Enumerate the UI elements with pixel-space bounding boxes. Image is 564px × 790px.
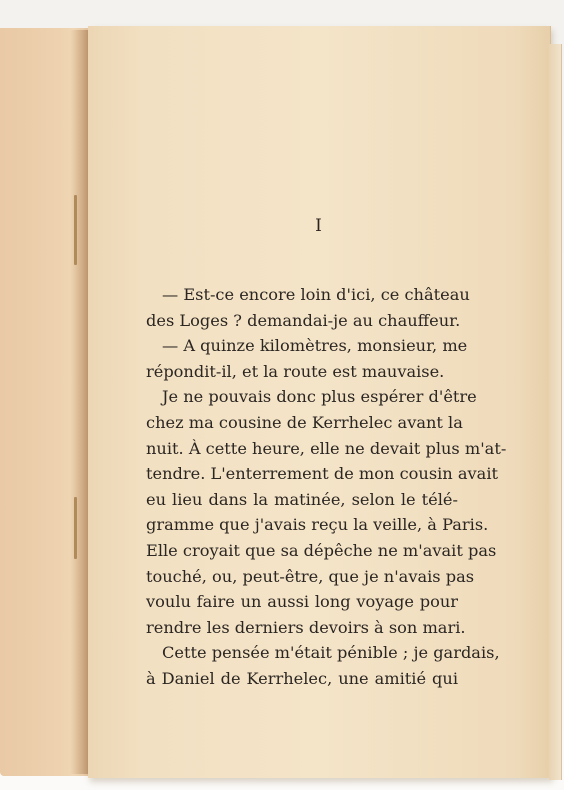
book-page: [88, 26, 551, 778]
text-line: rendre les derniers devoirs à son mari.: [146, 617, 466, 637]
text-line: Cette pensée m'était pénible ; je gardais,: [162, 643, 500, 663]
text-line: des Loges ? demandai-je au chauffeur.: [146, 310, 461, 330]
text-line: gramme que j'avais reçu la veille, à Paris.: [146, 515, 489, 535]
text-line: tendre. L'enterrement de mon cousin avait: [146, 464, 499, 484]
text-line: Je ne pouvais donc plus espérer d'être: [162, 387, 477, 407]
page-edge: [549, 44, 562, 780]
text-line: à Daniel de Kerrhelec, une amitié qui: [146, 668, 458, 688]
text-line: chez ma cousine de Kerrhelec avant la: [146, 412, 463, 432]
text-line: voulu faire un aussi long voyage pour: [146, 592, 458, 612]
binding-thread: [74, 497, 77, 559]
text-line: Elle croyait que sa dépêche ne m'avait pas: [146, 540, 497, 560]
binding-thread: [74, 195, 77, 265]
text-line: eu lieu dans la matinée, selon le télé-: [146, 489, 458, 509]
chapter-heading: I: [315, 216, 323, 236]
text-line: — Est-ce encore loin d'ici, ce château: [162, 285, 470, 304]
body-text: [146, 282, 507, 692]
text-line: nuit. À cette heure, elle ne devait plus m'at-: [146, 438, 507, 458]
text-line: répondit-il, et la route est mauvaise.: [146, 361, 445, 381]
text-line: — A quinze kilomètres, monsieur, me: [162, 336, 468, 356]
text-line: touché, ou, peut-être, que je n'avais pas: [146, 566, 475, 586]
